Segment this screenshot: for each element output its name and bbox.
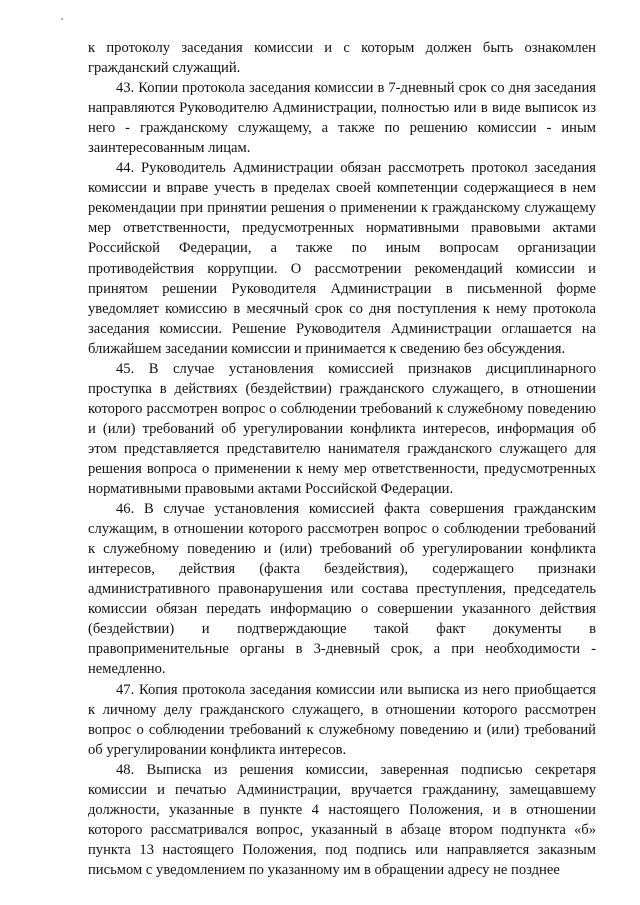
paragraph-47: 47. Копия протокола заседания комиссии или выписка из него приобщается к личному делу гражданского служащего, в отношении которого рассмотрен вопрос о соблюдении требований к служебному поведению и (или) требований об урегулировании конфликта интересов. bbox=[88, 681, 596, 758]
paragraph-continuation: к протоколу заседания комиссии и с которым должен быть ознакомлен гражданский служащий. bbox=[88, 40, 596, 77]
paragraph-44: 44. Руководитель Администрации обязан рассмотреть протокол заседания комиссии и вправе учесть в пределах своей компетенции содержащиеся в нем рекомендации при принятии решения о применении к гражданскому служащему мер ответственности, предусмотренных нормативными правовыми актами Российской Федерации, а также по иным вопросам организации противодействия коррупции. О рассмотрении рекомендаций комиссии и принятом решении Руководителя Администрации в письменной форме уведомляет комиссию в месячный срок со дня поступления к нему протокола заседания комиссии. Решение Руководителя Администрации оглашается на ближайшем заседании комиссии и принимается к сведению без обсуждения. bbox=[88, 160, 596, 357]
paragraph-46: 46. В случае установления комиссией факта совершения гражданским служащим, в отношении которого рассмотрен вопрос о соблюдении требований к служебному поведению и (или) требований об урегулировании конфликта интересов, действия (факта бездействия), содержащего признаки административного правонарушения или состава преступления, председатель комиссии обязан передать информацию о совершении указанного действия (бездействии) и подтверждающие такой факт документы в правоприменительные органы в 3-дневный срок, а при необходимости - немедленно. bbox=[88, 501, 596, 678]
paragraph-45: 45. В случае установления комиссией признаков дисциплинарного проступка в действиях (бездействии) гражданского служащего, в отношении которого рассмотрен вопрос о соблюдении требований к служебному поведению и (или) требований об урегулировании конфликта интересов, информация об этом представляется представителю нанимателя гражданского служащего для решения вопроса о применении к нему мер ответственности, предусмотренных нормативными правовыми актами Российской Федерации. bbox=[88, 360, 596, 498]
scan-dot-mark bbox=[61, 18, 63, 20]
paragraph-43: 43. Копии протокола заседания комиссии в 7-дневный срок со дня заседания направляются Руководителю Администрации, полностью или в виде выписок из него - гражданскому служащему, а также по решению комиссии - иным заинтересованным лицам. bbox=[88, 80, 596, 157]
paragraph-48: 48. Выписка из решения комиссии, заверенная подписью секретаря комиссии и печатью Администрации, вручается гражданину, замещавшему должности, указанные в пункте 4 настоящего Положения, и в отношении которого рассматривался вопрос, указанный в абзаце втором подпункта «б» пункта 13 настоящего Положения, под подпись или направляется заказным письмом с уведомлением по указанному им в обращении адресу не позднее bbox=[88, 761, 596, 878]
document-body bbox=[88, 38, 596, 880]
